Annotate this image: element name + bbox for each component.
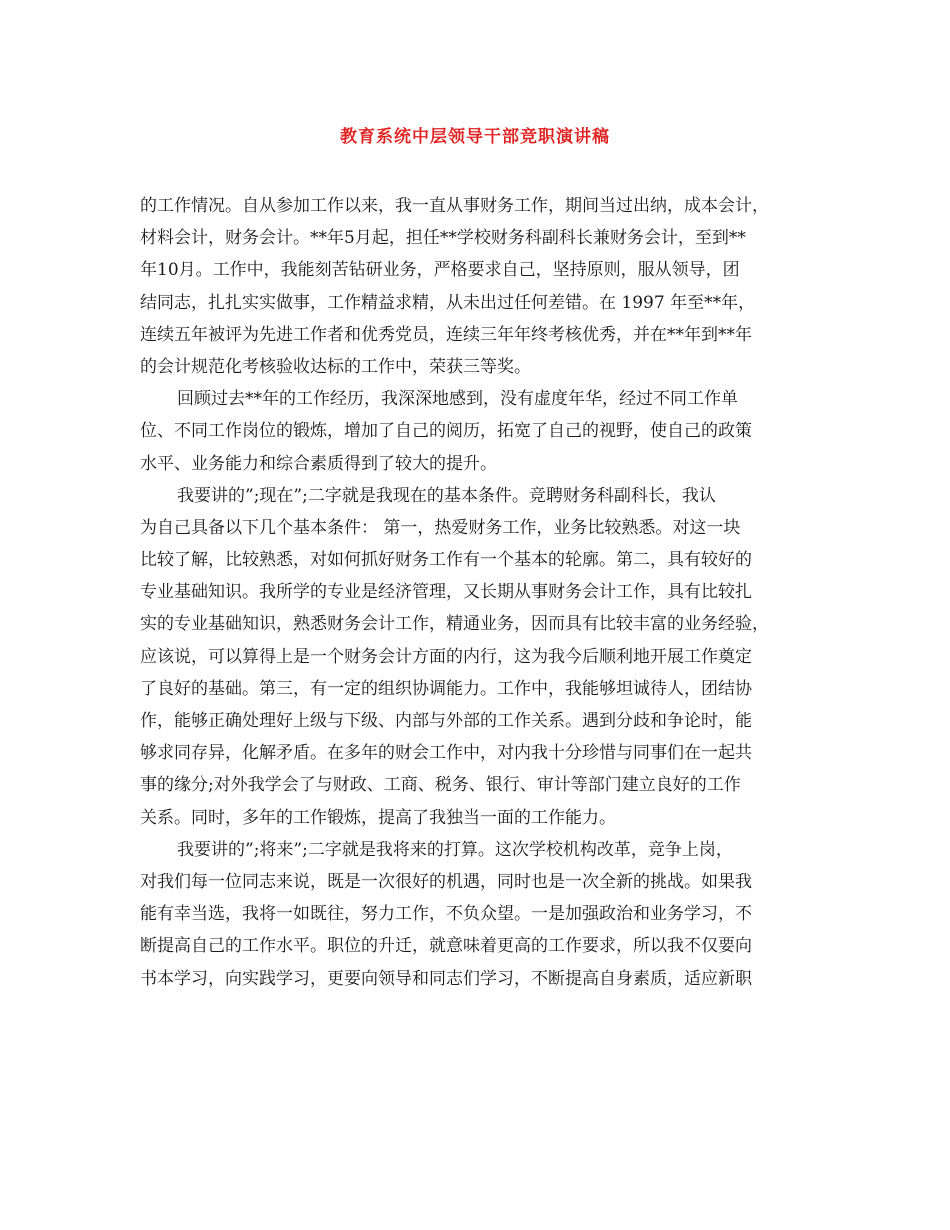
document-title: 教育系统中层领导干部竞职演讲稿: [340, 127, 610, 147]
text-line: 了良好的基础。第三，有一定的组织协调能力。工作中，我能够坦诚待人，团结协: [140, 678, 752, 699]
text-line: 我要讲的”;现在”;二字就是我现在的基本条件。竞聘财务科副科长，我认: [177, 485, 716, 506]
text-line: 的工作情况。自从参加工作以来，我一直从事财务工作，期间当过出纳，成本会计，: [140, 196, 769, 216]
text-line: 断提高自己的工作水平。职位的升迁，就意味着更高的工作要求，所以我不仅要向: [140, 936, 752, 957]
text-line: 对我们每一位同志来说，既是一次很好的机遇，同时也是一次全新的挑战。如果我: [140, 871, 752, 892]
text-line: 作，能够正确处理好上级与下级、内部与外部的工作关系。遇到分歧和争论时，能: [140, 711, 752, 731]
text-line: 专业基础知识。我所学的专业是经济管理，又长期从事财务会计工作，具有比较扎: [140, 582, 752, 603]
text-line: 年10月。工作中，我能刻苦钻研业务，严格要求自己，坚持原则，服从领导，团: [140, 260, 740, 281]
text-line: 够求同存异，化解矛盾。在多年的财会工作中，对内我十分珍惜与同事们在一起共: [140, 743, 752, 764]
text-line: 材料会计，财务会计。**年5月起，担任**学校财务科副科长兼财务会计，至到**: [140, 228, 746, 249]
text-line: 书本学习，向实践学习，更要向领导和同志们学习，不断提高自身素质，适应新职: [140, 968, 752, 989]
document-body: [140, 190, 830, 995]
text-line: 位、不同工作岗位的锻炼，增加了自己的阅历，拓宽了自己的视野，使自己的政策: [140, 421, 752, 442]
text-line: 能有幸当选，我将一如既往，努力工作，不负众望。一是加强政治和业务学习，不: [140, 904, 752, 925]
text-line: 比较了解，比较熟悉，对如何抓好财务工作有一个基本的轮廓。第二，具有较好的: [140, 550, 752, 571]
text-line: 回顾过去**年的工作经历，我深深地感到，没有虚度年华，经过不同工作单: [177, 389, 738, 410]
text-line: 连续五年被评为先进工作者和优秀党员，连续三年年终考核优秀，并在**年到**年: [140, 324, 752, 345]
text-line: 我要讲的”;将来”;二字就是我将来的打算。这次学校机构改革，竞争上岗，: [177, 839, 733, 860]
text-line: 应该说，可以算得上是一个财务会计方面的内行，这为我今后顺利地开展工作奠定: [140, 646, 752, 667]
text-line: 水平、业务能力和综合素质得到了较大的提升。: [140, 453, 497, 474]
text-line: 关系。同时，多年的工作锻炼，提高了我独当一面的工作能力。: [140, 807, 616, 828]
text-line: 实的专业基础知识，熟悉财务会计工作，精通业务，因而具有比较丰富的业务经验，: [140, 614, 769, 635]
text-line: 事的缘分;对外我学会了与财政、工商、税务、银行、审计等部门建立良好的工作: [140, 775, 741, 796]
text-line: 为自己具备以下几个基本条件： 第一，热爱财务工作，业务比较熟悉。对这一块: [140, 517, 741, 538]
text-line: 结同志，扎扎实实做事，工作精益求精，从未出过任何差错。在 1997 年至**年，: [140, 292, 756, 313]
text-line: 的会计规范化考核验收达标的工作中，荣获三等奖。: [140, 356, 531, 377]
